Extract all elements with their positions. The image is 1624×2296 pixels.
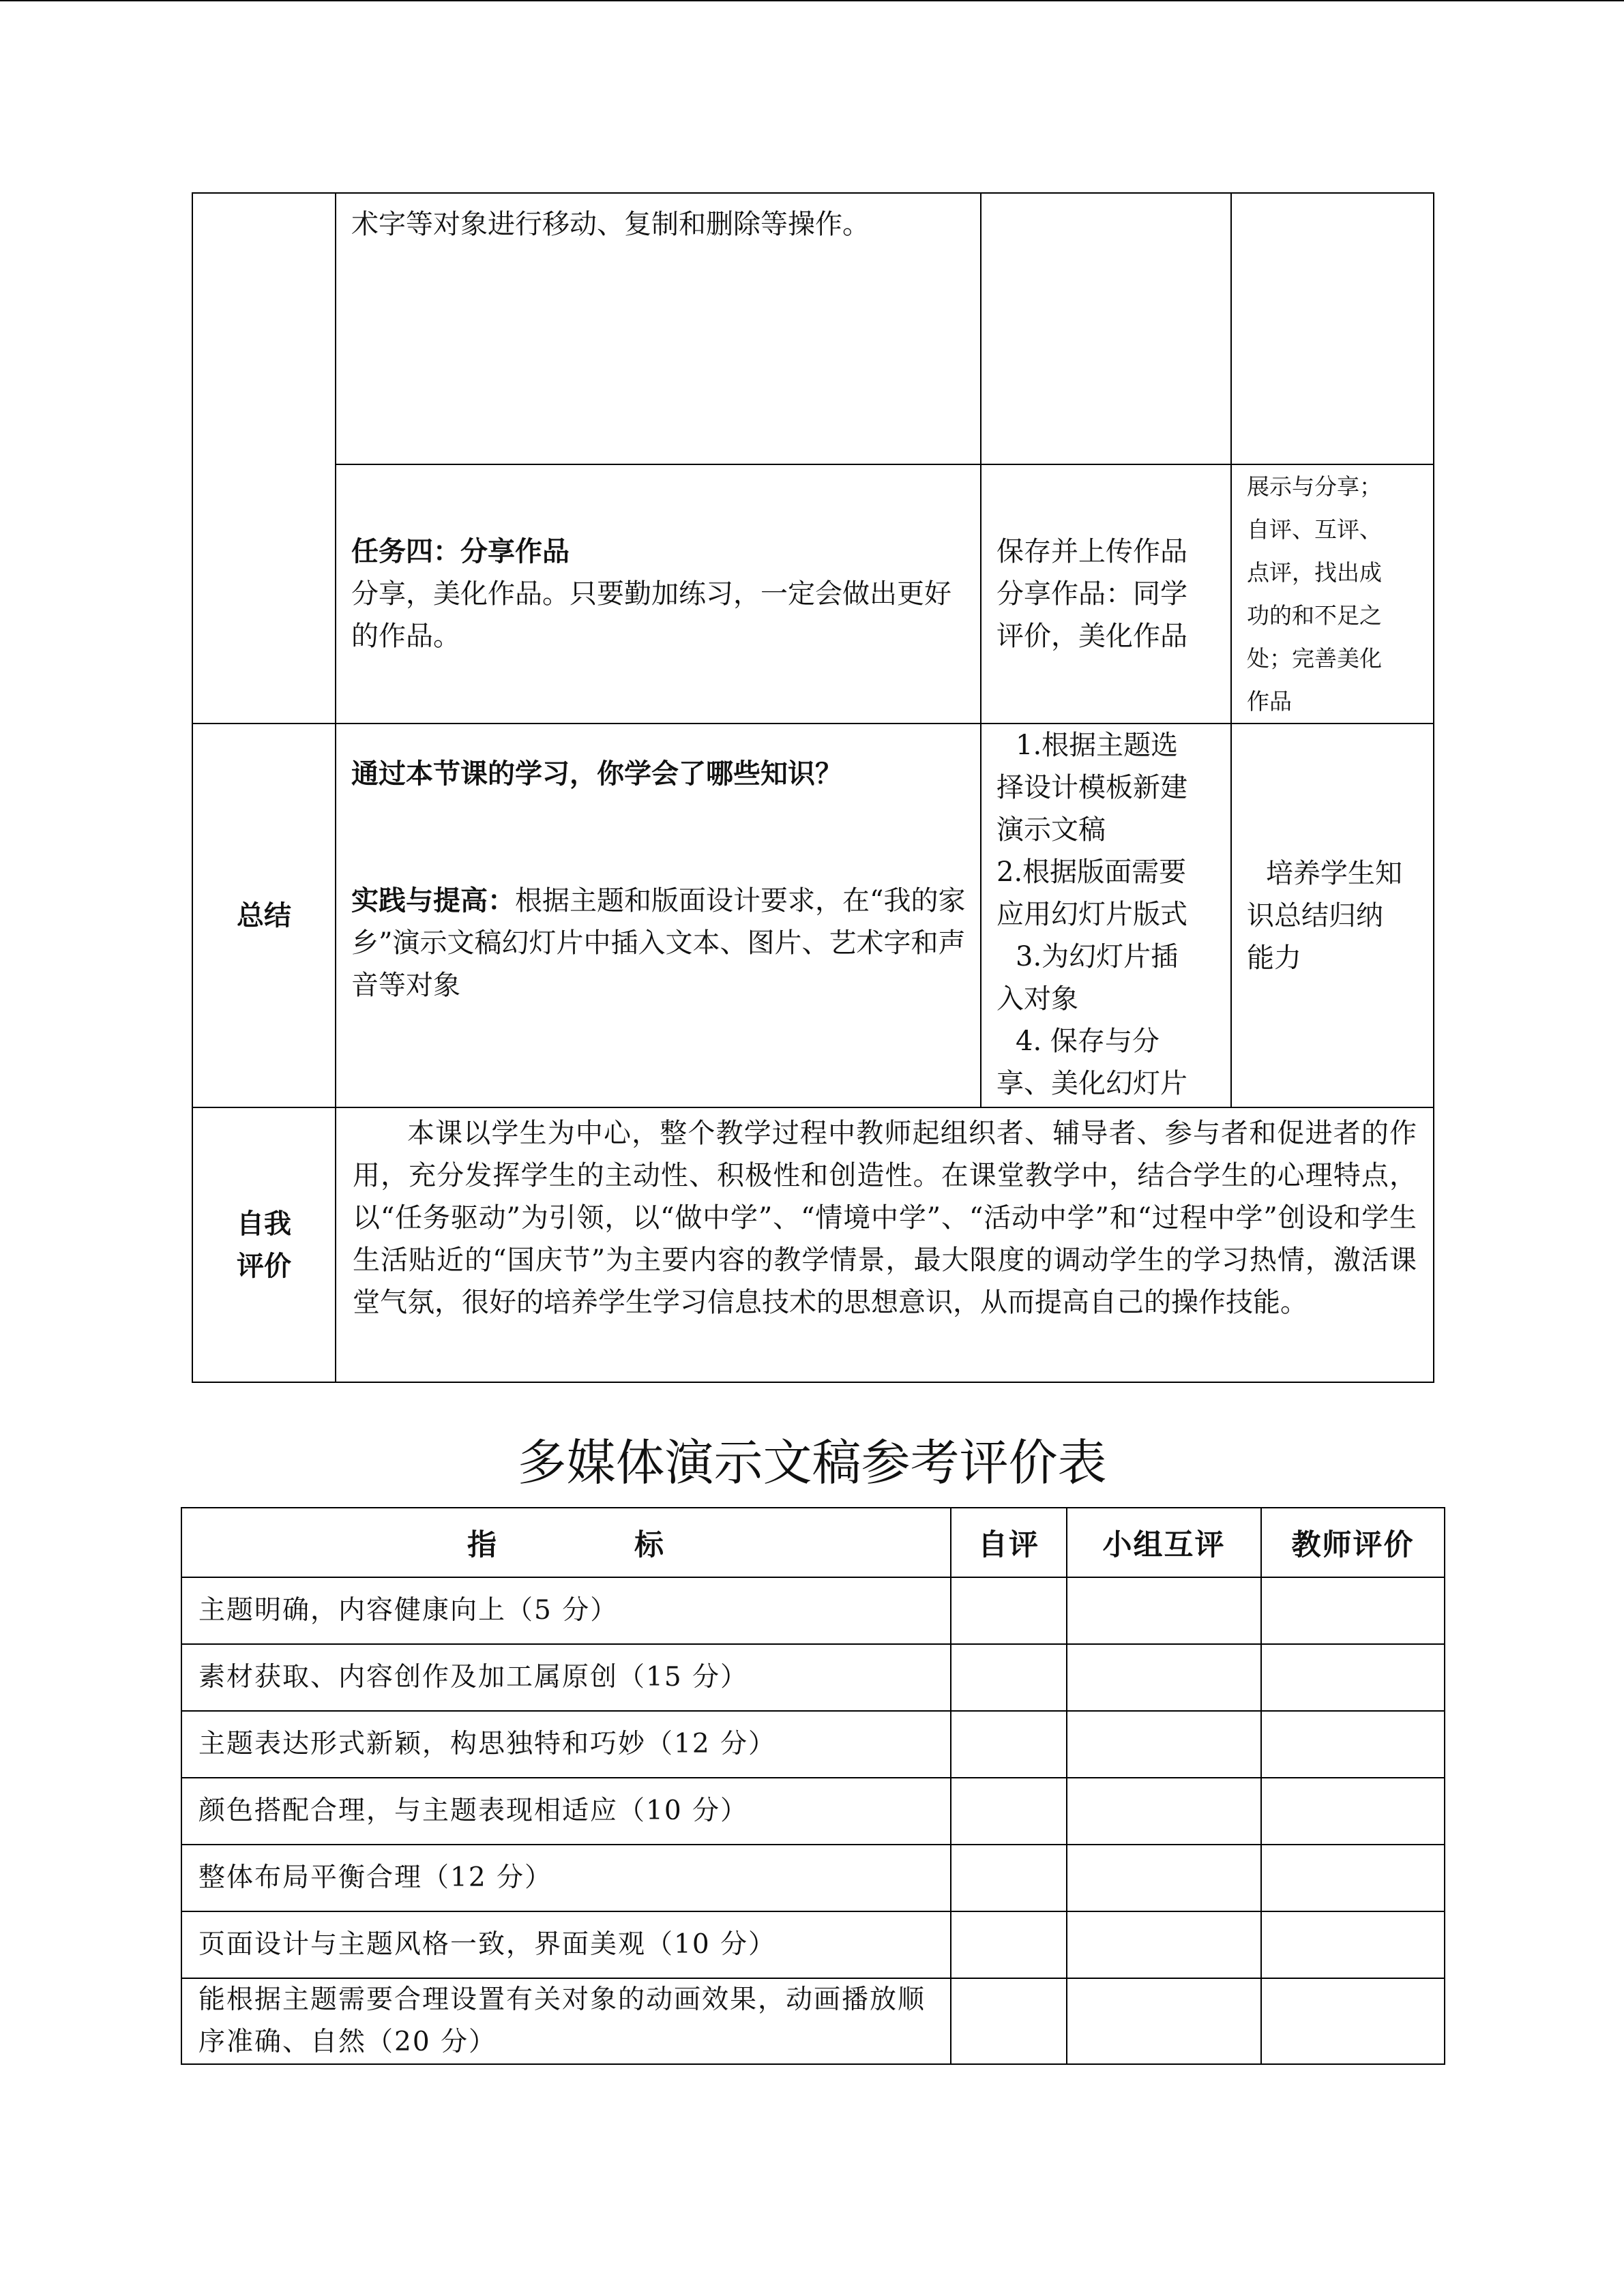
- teacher-score-cell[interactable]: [1261, 1778, 1445, 1845]
- section-label-cell: [192, 193, 336, 724]
- self-eval-text: 本课以学生为中心，整个教学过程中教师起组织者、辅导者、参与者和促进者的作用，充分发挥学生的主动性、积极性和创造性。在课堂教学中，结合学生的心理特点，以“任务驱动”为引领，以“做中学”、“情境中学”、“活动中学”和“过程中学”创设和学生生活贴近的“国庆节”为主要内容的教学情景，最大限度的调动学生的学习热情，激活课堂气氛，很好的培养学生学习信息技术的思想意识，从而提高自己的操作技能。: [336, 1107, 1434, 1382]
- intent-line: 处；完善美化: [1247, 645, 1382, 672]
- activity-line: 享、美化幻灯片: [996, 1068, 1187, 1099]
- activity-line: 演示文稿: [996, 814, 1106, 846]
- practice-label: 实践与提高：: [351, 884, 515, 916]
- activity-line: 3.为幻灯片插: [1016, 941, 1179, 972]
- group-score-cell[interactable]: [1067, 1845, 1261, 1911]
- header-criteria-a: 指: [467, 1527, 498, 1562]
- summary-question: 通过本节课的学习，你学会了哪些知识？: [351, 758, 842, 790]
- criterion-cell: 页面设计与主题风格一致，界面美观（10 分）: [181, 1911, 951, 1978]
- design-intent-cell: [1231, 464, 1434, 724]
- evaluation-title: 多媒体演示文稿参考评价表: [517, 1434, 1107, 1491]
- table-row: [181, 1845, 1445, 1911]
- student-activity-cell: [981, 464, 1231, 724]
- self-eval-label-line: 评价: [237, 1249, 291, 1282]
- practice-paragraph: [351, 880, 966, 1007]
- teacher-score-cell[interactable]: [1261, 1711, 1445, 1778]
- activity-line: 评价，美化作品: [996, 621, 1187, 652]
- student-activity-cell: [981, 193, 1231, 464]
- criterion-cell: 素材获取、内容创作及加工属原创（15 分）: [181, 1644, 951, 1711]
- self-score-cell[interactable]: [951, 1644, 1067, 1711]
- group-score-cell[interactable]: [1067, 1778, 1261, 1845]
- self-score-cell[interactable]: [951, 1577, 1067, 1644]
- teacher-score-cell[interactable]: [1261, 1845, 1445, 1911]
- criterion-cell: 整体布局平衡合理（12 分）: [181, 1845, 951, 1911]
- self-score-cell[interactable]: [951, 1978, 1067, 2064]
- summary-content-cell: [336, 724, 981, 1107]
- header-teacher: 教师评价: [1261, 1508, 1445, 1577]
- table-row: [192, 1107, 1434, 1382]
- criterion-cell: 能根据主题需要合理设置有关对象的动画效果，动画播放顺序准确、自然（20 分）: [181, 1978, 951, 2064]
- self-score-cell[interactable]: [951, 1711, 1067, 1778]
- group-score-cell[interactable]: [1067, 1577, 1261, 1644]
- intent-line: 识总结归纳: [1247, 899, 1383, 931]
- activity-line: 应用幻灯片版式: [996, 899, 1187, 930]
- page-top-border: [0, 0, 1624, 1]
- activity-line: 择设计模板新建: [996, 772, 1187, 803]
- summary-activity-cell: [981, 724, 1231, 1107]
- task-content-cell: [336, 464, 981, 724]
- intent-line: 培养学生知: [1266, 857, 1402, 889]
- task-content-text: 分享，美化作品。只要勤加练习，一定会做出更好的作品。: [351, 578, 951, 652]
- self-score-cell[interactable]: [951, 1911, 1067, 1978]
- table-row: [192, 464, 1434, 724]
- summary-intent-cell: [1231, 724, 1434, 1107]
- activity-line: 保存并上传作品: [996, 536, 1187, 567]
- header-criteria: [181, 1508, 951, 1577]
- design-intent-cell: [1231, 193, 1434, 464]
- self-eval-label-line: 自我: [237, 1207, 291, 1240]
- task-title: 任务四：分享作品: [351, 535, 570, 567]
- group-score-cell[interactable]: [1067, 1911, 1261, 1978]
- activity-line: 1.根据主题选: [1016, 730, 1179, 761]
- header-self: 自评: [951, 1508, 1067, 1577]
- teacher-score-cell[interactable]: [1261, 1978, 1445, 2064]
- lesson-plan-table: [192, 192, 1434, 1383]
- summary-label: 总结: [192, 724, 336, 1107]
- self-eval-label: [192, 1107, 336, 1382]
- intent-line: 自评、互评、: [1247, 516, 1382, 543]
- table-row: [181, 1711, 1445, 1778]
- table-row: [181, 1644, 1445, 1711]
- intent-line: 点评，找出成: [1247, 559, 1382, 586]
- criterion-cell: 颜色搭配合理，与主题表现相适应（10 分）: [181, 1778, 951, 1845]
- group-score-cell[interactable]: [1067, 1711, 1261, 1778]
- table-row: [192, 724, 1434, 1107]
- activity-line: 入对象: [996, 983, 1078, 1015]
- activity-line: 2.根据版面需要: [996, 856, 1187, 888]
- group-score-cell[interactable]: [1067, 1644, 1261, 1711]
- table-row: [181, 1911, 1445, 1978]
- activity-line: 分享作品：同学: [996, 578, 1187, 610]
- activity-line: 4. 保存与分: [1016, 1026, 1160, 1057]
- intent-line: 作品: [1247, 688, 1292, 715]
- teacher-score-cell[interactable]: [1261, 1577, 1445, 1644]
- criterion-cell: 主题表达形式新颖，构思独特和巧妙（12 分）: [181, 1711, 951, 1778]
- practice-text: 根据主题和版面设计要求，在“我的家乡”演示文稿幻灯片中插入文本、图片、艺术字和声音等对象: [351, 885, 966, 1001]
- group-score-cell[interactable]: [1067, 1978, 1261, 2064]
- table-row: [181, 1577, 1445, 1644]
- intent-line: 功的和不足之: [1247, 602, 1382, 629]
- intent-line: 能力: [1247, 942, 1301, 974]
- table-row: [192, 193, 1434, 464]
- intent-line: 展示与分享；: [1247, 473, 1382, 500]
- teacher-score-cell[interactable]: [1261, 1644, 1445, 1711]
- teacher-score-cell[interactable]: [1261, 1911, 1445, 1978]
- task-content-cell: [336, 193, 981, 464]
- header-group: 小组互评: [1067, 1508, 1261, 1577]
- header-row: [181, 1508, 1445, 1577]
- table-row: [181, 1778, 1445, 1845]
- table-row: [181, 1978, 1445, 2064]
- evaluation-table: [181, 1507, 1445, 2065]
- header-criteria-b: 标: [634, 1527, 665, 1562]
- task-content-text: 术字等对象进行移动、复制和删除等操作。: [351, 209, 870, 240]
- criterion-cell: 主题明确，内容健康向上（5 分）: [181, 1577, 951, 1644]
- self-score-cell[interactable]: [951, 1845, 1067, 1911]
- self-score-cell[interactable]: [951, 1778, 1067, 1845]
